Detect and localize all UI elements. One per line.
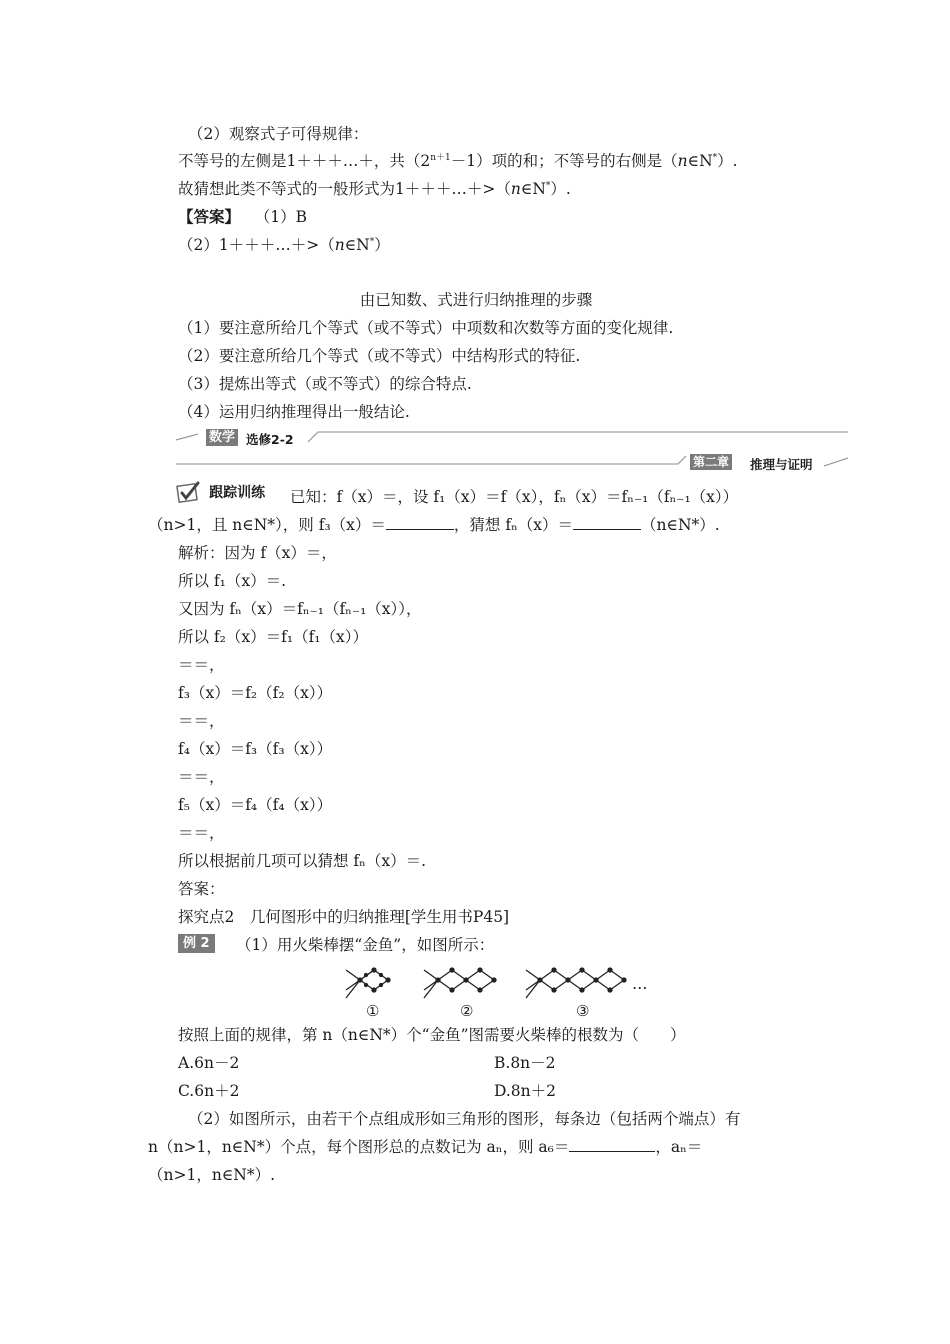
answer-2-end: ） bbox=[374, 236, 390, 254]
a6-blank[interactable] bbox=[569, 1137, 655, 1152]
book-label: 选修2-2 bbox=[246, 432, 294, 447]
explore-title: 探究点2 几何图形中的归纳推理[学生用书P45] bbox=[178, 908, 510, 926]
q4-an: ，aₙ＝ bbox=[655, 1138, 703, 1156]
figure-label-3: ③ bbox=[576, 1002, 590, 1020]
solution-line-6: f₃（x）＝f₂（f₂（x）） bbox=[178, 684, 333, 702]
chapter-badge: 第二章 bbox=[690, 454, 732, 470]
rule-end: ）. bbox=[717, 152, 738, 170]
rule-left-text: 不等号的左侧是1＋＋＋…＋，共（2 bbox=[178, 152, 431, 170]
page-header-band bbox=[172, 428, 852, 470]
training-q2-text: （n>1，且 n∈N*），则 f₃（x）＝ bbox=[148, 516, 386, 534]
rule-middle-text: －1）项的和；不等号的右侧是（ bbox=[450, 152, 678, 170]
conjecture-end: ）. bbox=[550, 180, 571, 198]
option-a[interactable]: A.6n－2 bbox=[178, 1054, 240, 1072]
checkmark-icon bbox=[176, 481, 204, 503]
rule-exponent: n＋1 bbox=[430, 152, 451, 163]
answer-2-n: n bbox=[334, 236, 345, 254]
method-title: 由已知数、式进行归纳推理的步骤 bbox=[359, 291, 593, 309]
answer-2-star: * bbox=[369, 236, 375, 247]
training-header bbox=[176, 481, 265, 503]
training-question-line-1: 已知：f（x）＝，设 f₁（x）＝f（x），fₙ（x）＝fₙ₋₁（fₙ₋₁（x）） bbox=[290, 488, 739, 506]
example-badge bbox=[178, 932, 215, 953]
subject-badge: 数学 bbox=[206, 429, 238, 446]
answer-line-2 bbox=[178, 235, 390, 255]
solution-line-2: 所以 f₁（x）＝. bbox=[178, 572, 287, 590]
solution-line-10: f₅（x）＝f₄（f₄（x）） bbox=[178, 796, 333, 814]
conjecture-n: n bbox=[510, 180, 521, 198]
solution-line-11: ＝＝， bbox=[178, 824, 225, 842]
training-q2-end: （n∈N*）. bbox=[641, 516, 720, 534]
goldfish-1 bbox=[346, 968, 390, 998]
option-c[interactable]: C.6n＋2 bbox=[178, 1082, 240, 1100]
rule-n: n bbox=[677, 152, 688, 170]
example-badge-label: 例 2 bbox=[178, 934, 215, 953]
example-question-2: 按照上面的规律，第 n（n∈N*）个“金鱼”图需要火柴棒的根数为（ ） bbox=[178, 1026, 686, 1044]
solution-answer: 答案： bbox=[178, 880, 225, 898]
training-q2-guess: ，猜想 fₙ（x）＝ bbox=[453, 516, 574, 534]
answer-2-set: ∈N bbox=[344, 236, 370, 254]
conjecture-text: 故猜想此类不等式的一般形式为1＋＋＋…＋>（ bbox=[178, 180, 511, 198]
f3-blank[interactable] bbox=[386, 515, 454, 530]
solution-line-4: 所以 f₂（x）＝f₁（f₁（x）） bbox=[178, 628, 369, 646]
solution-line-8: f₄（x）＝f₃（f₃（x）） bbox=[178, 740, 333, 758]
example-question-1: （1）用火柴棒摆“金鱼”，如图所示： bbox=[236, 936, 495, 954]
solution-line-3: 又因为 fₙ（x）＝fₙ₋₁（fₙ₋₁（x））， bbox=[178, 600, 422, 618]
method-step-3: （3）提炼出等式（或不等式）的综合特点. bbox=[178, 375, 472, 393]
conjecture-line bbox=[178, 179, 571, 199]
figure-label-1: ① bbox=[366, 1002, 380, 1020]
conjecture-star: * bbox=[545, 180, 551, 191]
figure-ellipsis: … bbox=[632, 975, 648, 993]
figure-label-2: ② bbox=[460, 1002, 474, 1020]
goldfish-2 bbox=[424, 968, 496, 998]
goldfish-figure bbox=[336, 962, 666, 1022]
solution-line-7: ＝＝， bbox=[178, 712, 225, 730]
example-question-3: （2）如图所示，由若干个点组成形如三角形的图形，每条边（包括两个端点）有 bbox=[188, 1110, 741, 1128]
answer-2-text: （2）1＋＋＋…＋>（ bbox=[178, 236, 335, 254]
chapter-title: 推理与证明 bbox=[750, 457, 813, 472]
method-step-1: （1）要注意所给几个等式（或不等式）中项数和次数等方面的变化规律. bbox=[178, 319, 674, 337]
solution-line-12: 所以根据前几项可以猜想 fₙ（x）＝. bbox=[178, 852, 427, 870]
solution-line-1: 解析：因为 f（x）＝， bbox=[178, 544, 337, 562]
example-question-5: （n>1，n∈N*）. bbox=[148, 1166, 276, 1184]
option-b[interactable]: B.8n－2 bbox=[494, 1054, 556, 1072]
inequality-rule-line bbox=[178, 151, 738, 171]
step-2-intro: （2）观察式子可得规律： bbox=[188, 125, 369, 143]
solution-line-5: ＝＝， bbox=[178, 656, 225, 674]
answer-line-1 bbox=[178, 207, 307, 227]
solution-line-9: ＝＝， bbox=[178, 768, 225, 786]
training-label: 跟踪训练 bbox=[209, 485, 266, 501]
method-step-4: （4）运用归纳推理得出一般结论. bbox=[178, 403, 410, 421]
q4-text: n（n>1，n∈N*）个点，每个图形总的点数记为 aₙ，则 a₆＝ bbox=[148, 1138, 570, 1156]
training-question-line-2 bbox=[148, 515, 720, 535]
example-question-4 bbox=[148, 1137, 702, 1157]
fn-blank[interactable] bbox=[573, 515, 641, 530]
answer-label: 【答案】 bbox=[178, 207, 241, 226]
option-d[interactable]: D.8n＋2 bbox=[494, 1082, 557, 1100]
conjecture-set: ∈N bbox=[520, 180, 546, 198]
rule-star: * bbox=[712, 152, 718, 163]
rule-set: ∈N bbox=[687, 152, 713, 170]
method-step-2: （2）要注意所给几个等式（或不等式）中结构形式的特征. bbox=[178, 347, 581, 365]
answer-1: （1）B bbox=[254, 208, 308, 226]
goldfish-3 bbox=[526, 968, 626, 998]
